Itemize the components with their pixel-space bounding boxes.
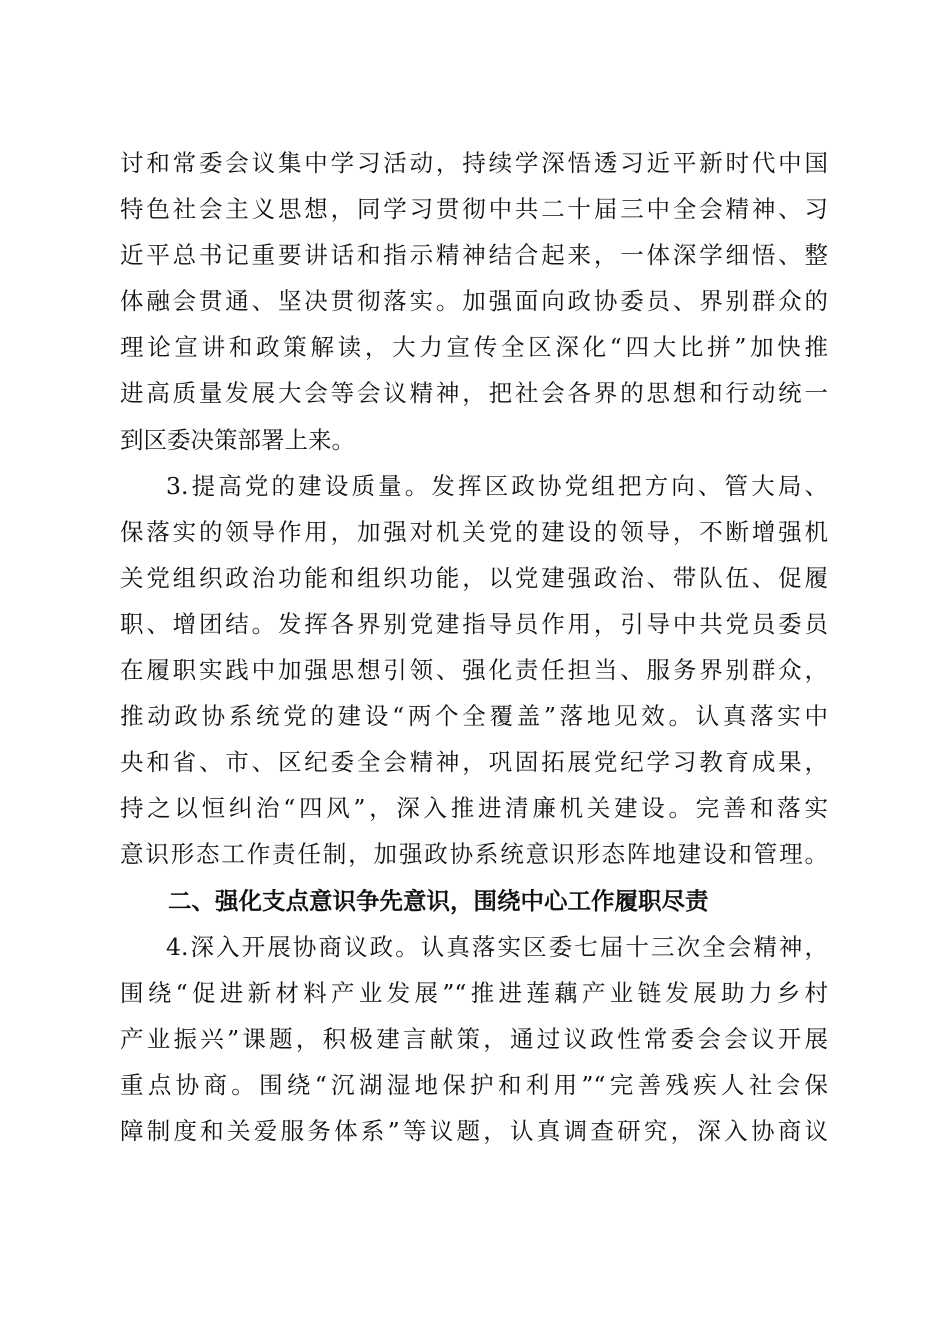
paragraph-3-start: 3.提高党的建设质量。发挥区政协党组把方向、管大局、 (166, 471, 828, 500)
text-line: 产业振兴”课题，积极建言献策，通过议政性常委会会议开展 (120, 1024, 828, 1053)
text-line: 央和省、市、区纪委全会精神，巩固拓展党纪学习教育成果， (120, 748, 828, 777)
text-line: 保落实的领导作用，加强对机关党的建设的领导，不断增强机 (120, 517, 828, 546)
document-body (120, 140, 828, 1154)
text-line: 障制度和关爱服务体系”等议题，认真调查研究，深入协商议 (120, 1116, 828, 1145)
text-line: 推动政协系统党的建设“两个全覆盖”落地见效。认真落实中 (120, 702, 828, 731)
text-line: 重点协商。围绕“沉湖湿地保护和利用”“完善残疾人社会保 (120, 1070, 828, 1099)
text-line: 关党组织政治功能和组织功能，以党建强政治、带队伍、促履 (120, 563, 828, 592)
text-line: 在履职实践中加强思想引领、强化责任担当、服务界别群众， (120, 656, 828, 685)
text-line: 进高质量发展大会等会议精神，把社会各界的思想和行动统一 (120, 379, 828, 408)
text-line: 持之以恒纠治“四风”，深入推进清廉机关建设。完善和落实 (120, 794, 828, 823)
text-line: 讨和常委会议集中学习活动，持续学深悟透习近平新时代中国 (120, 149, 828, 177)
text-line: 理论宣讲和政策解读，大力宣传全区深化“四大比拼”加快推 (120, 333, 828, 362)
text-line: 意识形态工作责任制，加强政协系统意识形态阵地建设和管理。 (120, 840, 828, 869)
text-line: 体融会贯通、坚决贯彻落实。加强面向政协委员、界别群众的 (120, 287, 828, 316)
text-line: 围绕“促进新材料产业发展”“推进莲藕产业链发展助力乡村 (120, 978, 828, 1007)
paragraph-4-start: 4.深入开展协商议政。认真落实区委七届十三次全会精神， (166, 932, 828, 961)
text-line: 近平总书记重要讲话和指示精神结合起来，一体深学细悟、整 (120, 241, 828, 270)
text-line: 特色社会主义思想，同学习贯彻中共二十届三中全会精神、习 (120, 195, 828, 224)
text-line: 到区委决策部署上来。 (120, 425, 355, 454)
text-line: 职、增团结。发挥各界别党建指导员作用，引导中共党员委员 (120, 609, 828, 638)
section-heading: 二、强化支点意识争先意识，围绕中心工作履职尽责 (168, 886, 709, 915)
